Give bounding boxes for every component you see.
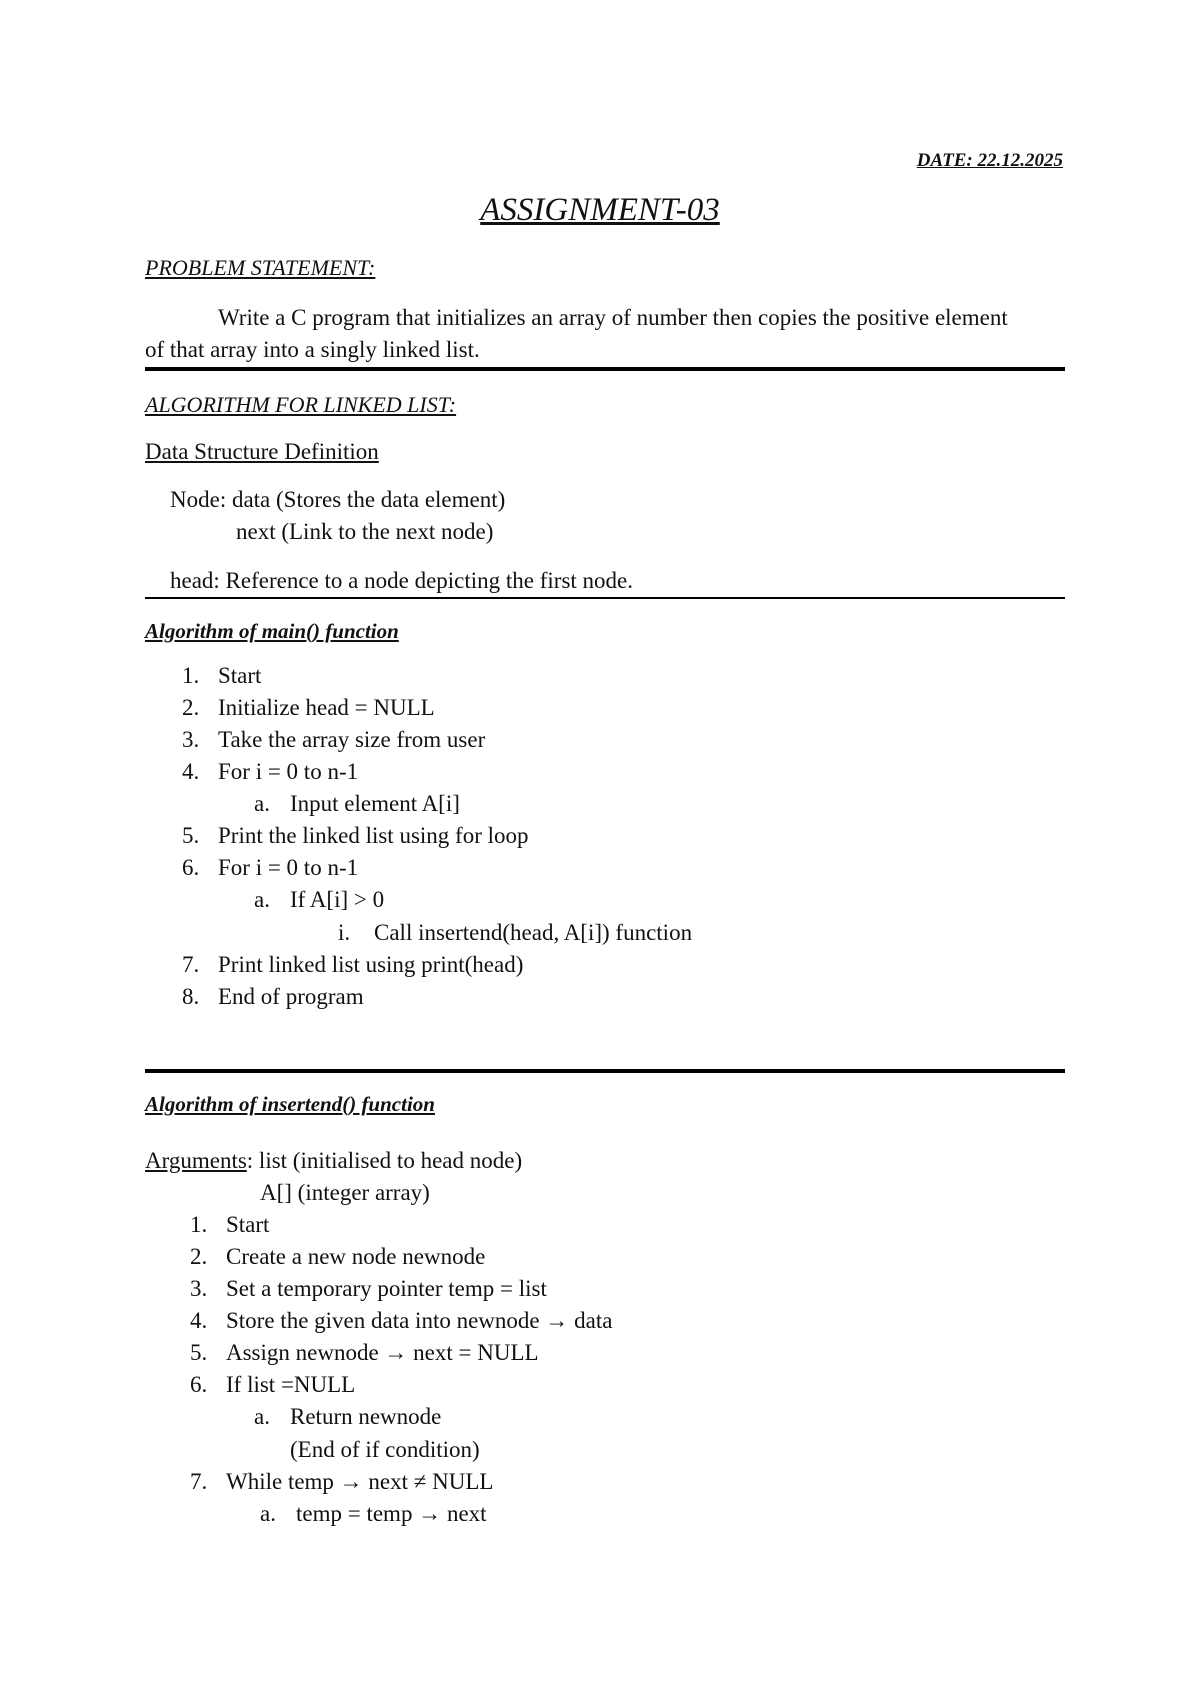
insert-step: 1. Start [190, 1212, 270, 1237]
main-function-heading: Algorithm of main() function [145, 619, 399, 643]
main-step: 7. Print linked list using print(head) [182, 952, 524, 977]
insert-step: 4. Store the given data into newnode → data [190, 1308, 613, 1333]
main-step: 6. For i = 0 to n-1 [182, 855, 359, 880]
insert-step: 5. Assign newnode → next = NULL [190, 1340, 539, 1365]
insert-step: 3. Set a temporary pointer temp = list [190, 1276, 547, 1301]
insert-substep: a. Return newnode [254, 1404, 442, 1429]
date-label: DATE: 22.12.2025 [916, 150, 1063, 171]
section-divider [145, 1069, 1065, 1073]
insert-step: 6. If list =NULL [190, 1372, 356, 1397]
section-divider [145, 597, 1065, 599]
main-substep: a. Input element A[i] [254, 791, 460, 816]
insert-step: 7. While temp → next ≠ NULL [190, 1469, 494, 1494]
algorithm-heading: ALGORITHM FOR LINKED LIST: [145, 392, 457, 417]
arguments-line: Arguments: list (initialised to head node) [145, 1148, 523, 1173]
main-step: 2. Initialize head = NULL [182, 695, 435, 720]
insertend-function-heading: Algorithm of insertend() function [145, 1092, 435, 1116]
ds-head-line: head: Reference to a node depicting the first node. [170, 568, 634, 593]
main-step: 5. Print the linked list using for loop [182, 823, 529, 848]
page-title: ASSIGNMENT-03 [480, 192, 720, 228]
ds-node-line: Node: data (Stores the data element) [170, 487, 506, 512]
problem-text-line-1: Write a C program that initializes an array of number then copies the positive element [218, 305, 1008, 330]
problem-text-line-2: of that array into a singly linked list. [145, 337, 480, 362]
ds-next-line: next (Link to the next node) [236, 519, 494, 544]
data-structure-heading: Data Structure Definition [145, 439, 379, 464]
main-step: 3. Take the array size from user [182, 727, 486, 752]
section-divider [145, 367, 1065, 371]
insert-substep: a. temp = temp → next [260, 1501, 487, 1526]
insert-substep: (End of if condition) [290, 1437, 480, 1462]
insert-step: 2. Create a new node newnode [190, 1244, 486, 1269]
main-step: 4. For i = 0 to n-1 [182, 759, 359, 784]
main-subsubstep: i. Call insertend(head, A[i]) function [338, 920, 693, 945]
main-substep: a. If A[i] > 0 [254, 887, 385, 912]
arguments-line-2: A[] (integer array) [260, 1180, 430, 1205]
main-step: 8. End of program [182, 984, 364, 1009]
main-step: 1. Start [182, 663, 262, 688]
problem-heading: PROBLEM STATEMENT: [145, 255, 376, 280]
